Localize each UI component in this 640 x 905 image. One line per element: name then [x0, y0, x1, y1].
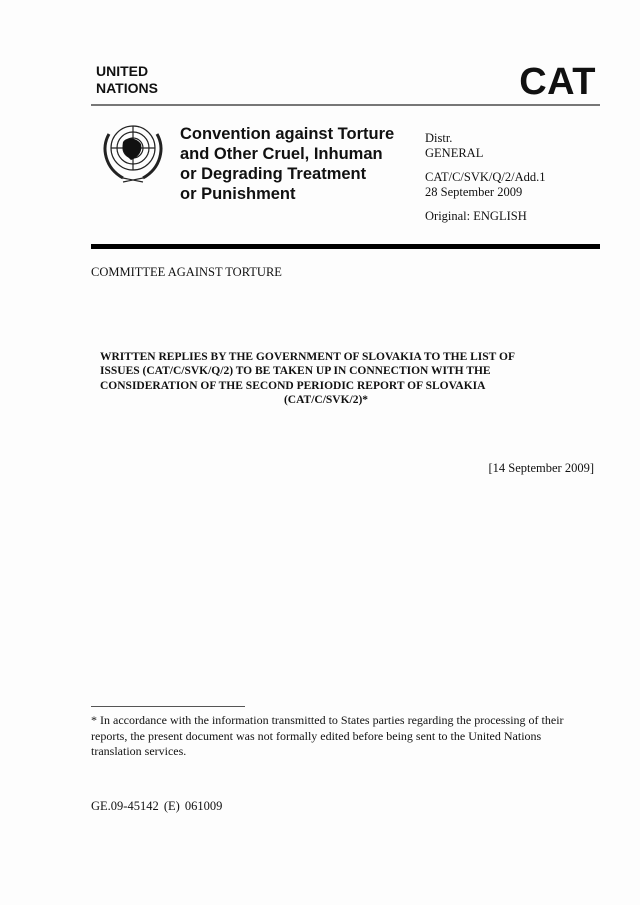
heading-line: CONSIDERATION OF THE SECOND PERIODIC REPORT OF SLOVAKIA	[100, 379, 486, 392]
distr-label: Distr.	[425, 131, 453, 145]
received-date: [14 September 2009]	[488, 461, 594, 475]
convention-title	[180, 124, 394, 204]
heading-line: ISSUES (CAT/C/SVK/Q/2) TO BE TAKEN UP IN CONNECTION WITH THE	[100, 365, 491, 378]
header-divider	[91, 104, 600, 106]
title-line: Convention against Torture	[180, 125, 395, 143]
original-language: Original: ENGLISH	[425, 209, 527, 223]
title-divider	[91, 244, 600, 249]
footnote-divider	[91, 706, 245, 707]
doc-date: 28 September 2009	[425, 185, 523, 199]
document-heading	[100, 350, 592, 407]
footnote: * In accordance with the information transmitted to States parties regarding the processing of their reports, the present document was not formally edited before being sent to the United Nations translation services.	[91, 713, 564, 758]
heading-line: (CAT/C/SVK/2)*	[283, 393, 369, 406]
document-series-symbol: CAT	[519, 61, 596, 103]
title-line: or Degrading Treatment	[180, 165, 367, 183]
title-line: or Punishment	[180, 185, 296, 203]
un-emblem-icon	[97, 116, 169, 188]
committee-name: COMMITTEE AGAINST TORTURE	[91, 265, 282, 279]
org-line-1: UNITED	[96, 63, 149, 79]
heading-line: WRITTEN REPLIES BY THE GOVERNMENT OF SLOVAKIA TO THE LIST OF	[100, 351, 515, 363]
document-metadata	[425, 131, 546, 224]
doc-symbol: CAT/C/SVK/Q/2/Add.1	[425, 170, 546, 184]
org-line-2: NATIONS	[96, 80, 158, 96]
title-line: and Other Cruel, Inhuman	[180, 145, 383, 163]
distr-value: GENERAL	[425, 146, 484, 160]
job-number: GE.09-45142 (E) 061009	[91, 799, 223, 813]
org-name	[96, 63, 158, 97]
